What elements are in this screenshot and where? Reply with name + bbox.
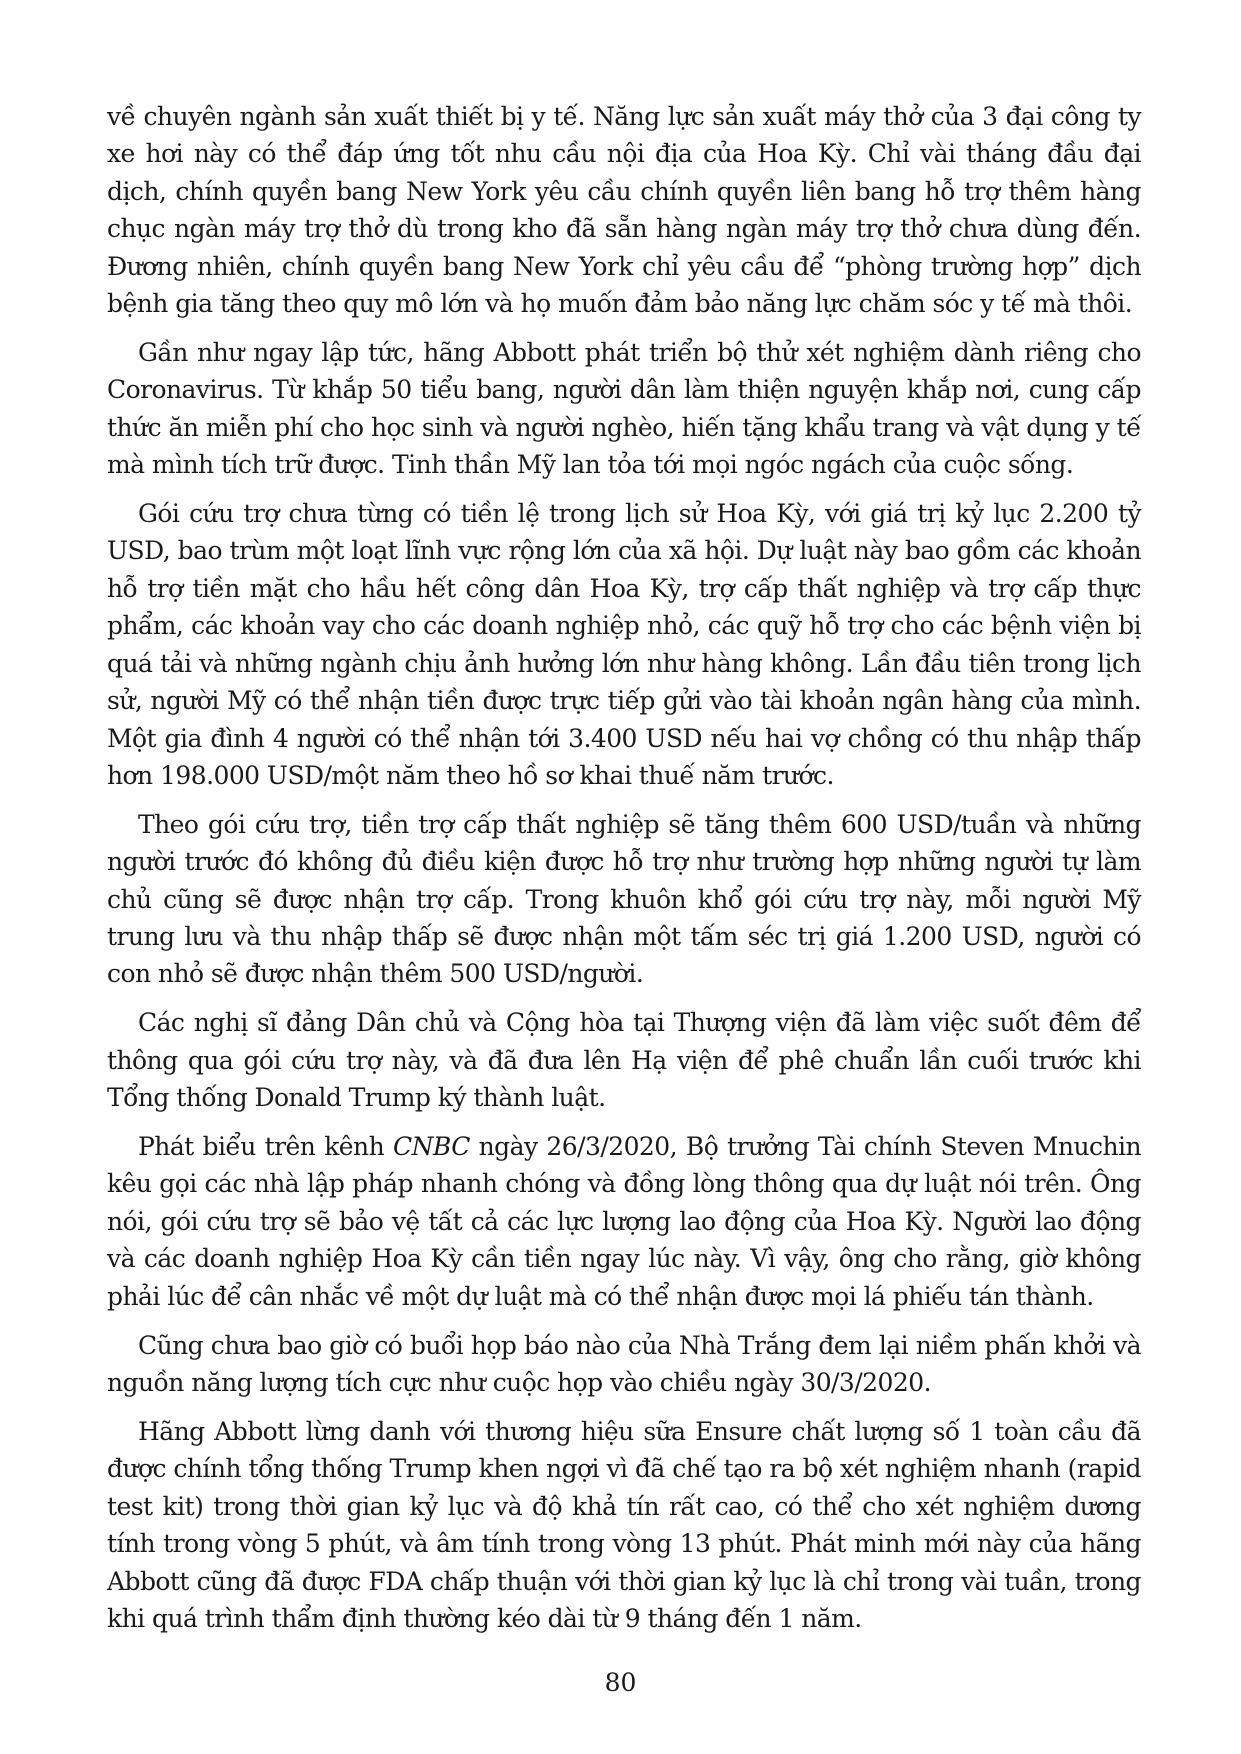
paragraph-6-italic-cnbc: CNBC bbox=[393, 1132, 470, 1162]
document-body bbox=[107, 98, 1141, 1649]
paragraph-6-after: ngày 26/3/2020, Bộ trưởng Tài chính Steven Mnuchin kêu gọi các nhà lập pháp nhanh chóng và đồng lòng thông qua dự luật nói trên. Ông nói, gói cứu trợ sẽ bảo vệ tất cả các lực lượng lao động của Hoa Kỳ. Người lao động và các doanh nghiệp Hoa Kỳ cần tiền ngay lúc này. Vì vậy, ông cho rằng, giờ không phải lúc để cân nhắc về một dự luật mà có thể nhận được mọi lá phiếu tán thành. bbox=[107, 1132, 1142, 1311]
paragraph-3: Gói cứu trợ chưa từng có tiền lệ trong lịch sử Hoa Kỳ, với giá trị kỷ lục 2.200 tỷ USD, bao trùm một loạt lĩnh vực rộng lớn của xã hội. Dự luật này bao gồm các khoản hỗ trợ tiền mặt cho hầu hết công dân Hoa Kỳ, trợ cấp thất nghiệp và trợ cấp thực phẩm, các khoản vay cho các doanh nghiệp nhỏ, các quỹ hỗ trợ cho các bệnh viện bị quá tải và những ngành chịu ảnh hưởng lớn như hàng không. Lần đầu tiên trong lịch sử, người Mỹ có thể nhận tiền được trực tiếp gửi vào tài khoản ngân hàng của mình. Một gia đình 4 người có thể nhận tới 3.400 USD nếu hai vợ chồng có thu nhập thấp hơn 198.000 USD/một năm theo hồ sơ khai thuế năm trước. bbox=[107, 499, 1141, 790]
paragraph-7: Cũng chưa bao giờ có buổi họp báo nào của Nhà Trắng đem lại niềm phấn khởi và nguồn năng lượng tích cực như cuộc họp vào chiều ngày 30/3/2020. bbox=[107, 1330, 1141, 1397]
paragraph-6-before: Phát biểu trên kênh bbox=[138, 1132, 393, 1162]
paragraph-6 bbox=[107, 1128, 1141, 1315]
paragraph-2: Gần như ngay lập tức, hãng Abbott phát triển bộ thử xét nghiệm dành riêng cho Coronavirus. Từ khắp 50 tiểu bang, người dân làm thiện nguyện khắp nơi, cung cấp thức ăn miễn phí cho học sinh và người nghèo, hiến tặng khẩu trang và vật dụng y tế mà mình tích trữ được. Tinh thần Mỹ lan tỏa tới mọi ngóc ngách của cuộc sống. bbox=[107, 337, 1141, 480]
paragraph-5: Các nghị sĩ đảng Dân chủ và Cộng hòa tại Thượng viện đã làm việc suốt đêm để thông qua gói cứu trợ này, và đã đưa lên Hạ viện để phê chuẩn lần cuối trước khi Tổng thống Donald Trump ký thành luật. bbox=[107, 1008, 1141, 1113]
page-number: 80 bbox=[604, 1668, 637, 1697]
paragraph-4: Theo gói cứu trợ, tiền trợ cấp thất nghiệp sẽ tăng thêm 600 USD/tuần và những người trước đó không đủ điều kiện được hỗ trợ như trường hợp những người tự làm chủ cũng sẽ được nhận trợ cấp. Trong khuôn khổ gói cứu trợ này, mỗi người Mỹ trung lưu và thu nhập thấp sẽ được nhận một tấm séc trị giá 1.200 USD, người có con nhỏ sẽ được nhận thêm 500 USD/người. bbox=[107, 809, 1141, 989]
paragraph-1: về chuyên ngành sản xuất thiết bị y tế. Năng lực sản xuất máy thở của 3 đại công ty xe hơi này có thể đáp ứng tốt nhu cầu nội địa của Hoa Kỳ. Chỉ vài tháng đầu đại dịch, chính quyền bang New York yêu cầu chính quyền liên bang hỗ trợ thêm hàng chục ngàn máy trợ thở dù trong kho đã sẵn hàng ngàn máy trợ thở chưa dùng đến. Đương nhiên, chính quyền bang New York chỉ yêu cầu để “phòng trường hợp” dịch bệnh gia tăng theo quy mô lớn và họ muốn đảm bảo năng lực chăm sóc y tế mà thôi. bbox=[107, 102, 1141, 319]
paragraph-8: Hãng Abbott lừng danh với thương hiệu sữa Ensure chất lượng số 1 toàn cầu đã được chính tổng thống Trump khen ngợi vì đã chế tạo ra bộ xét nghiệm nhanh (rapid test kit) trong thời gian kỷ lục và độ khả tín rất cao, có thể cho xét nghiệm dương tính trong vòng 5 phút, và âm tính trong vòng 13 phút. Phát minh mới này của hãng Abbott cũng đã được FDA chấp thuận với thời gian kỷ lục là chỉ trong vài tuần, trong khi quá trình thẩm định thường kéo dài từ 9 tháng đến 1 năm. bbox=[107, 1416, 1141, 1633]
